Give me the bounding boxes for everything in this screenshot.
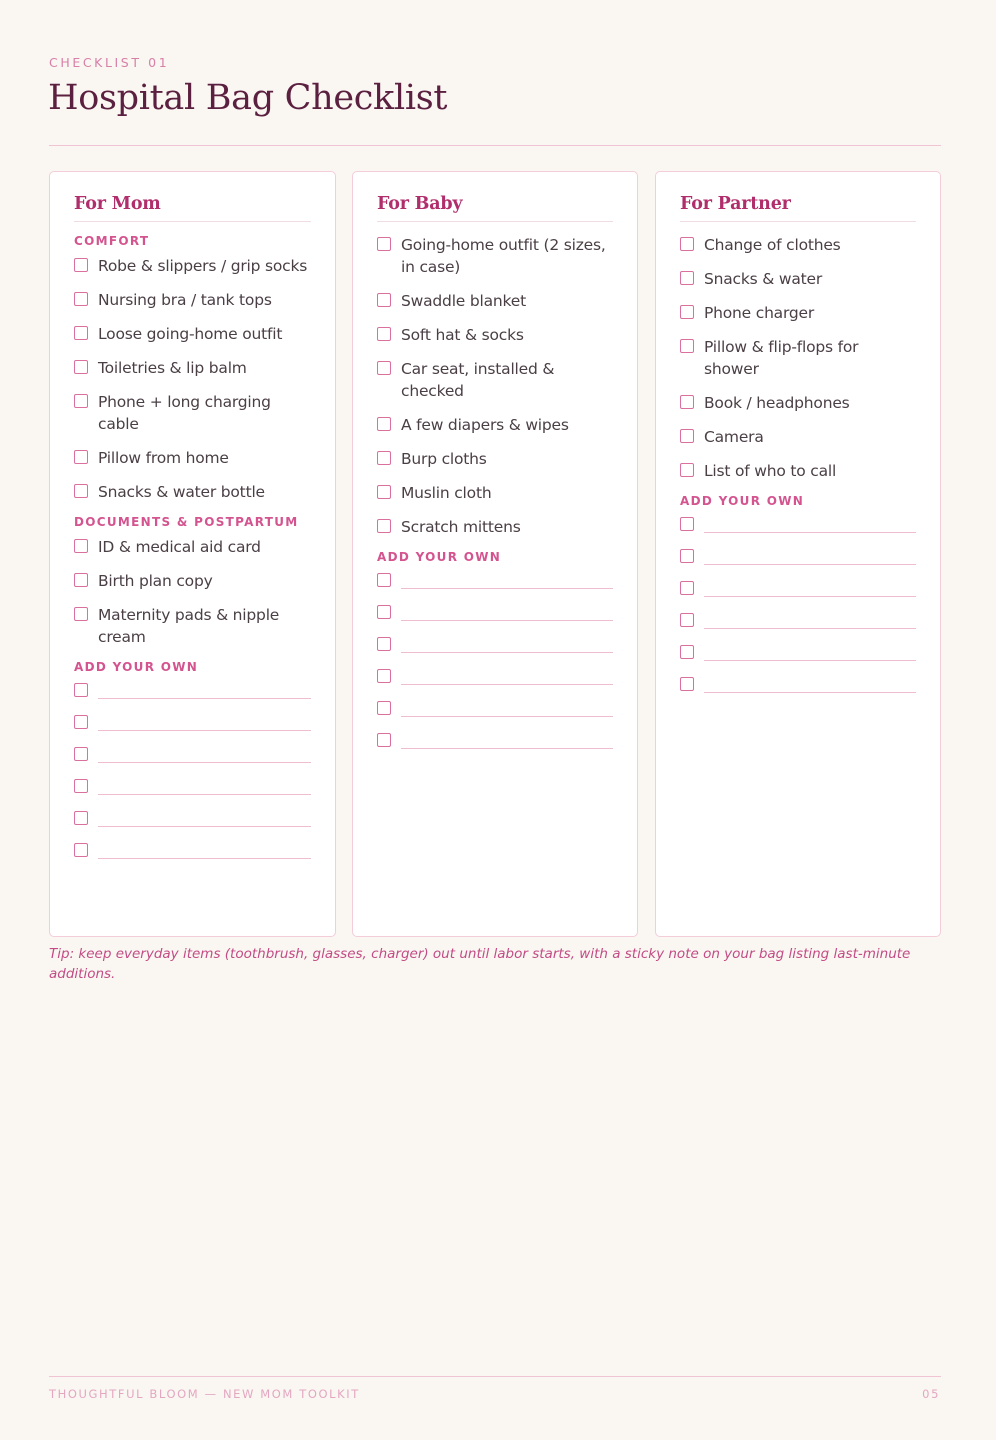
checkbox[interactable]	[74, 484, 88, 498]
checklist-item	[680, 392, 916, 414]
write-in-line[interactable]	[401, 603, 613, 621]
item-label: Pillow & flip-flops for shower	[704, 338, 859, 378]
add-your-own-label: ADD YOUR OWN	[377, 550, 502, 564]
checkbox[interactable]	[680, 549, 694, 563]
item-label: Car seat, installed & checked	[401, 360, 555, 400]
item-label: Snacks & water bottle	[98, 483, 265, 501]
item-label: Robe & slippers / grip socks	[98, 257, 308, 275]
column-title: For Baby	[377, 194, 613, 222]
write-in-line[interactable]	[98, 777, 311, 795]
checklist-item	[680, 426, 916, 448]
checklist-item	[377, 448, 613, 470]
checkbox[interactable]	[680, 613, 694, 627]
write-in-line[interactable]	[98, 681, 311, 699]
checklist-item	[377, 358, 613, 402]
header-divider	[49, 145, 941, 146]
checklist-item	[74, 481, 311, 503]
footer-brand: THOUGHTFUL BLOOM — NEW MOM TOOLKIT	[49, 1387, 360, 1401]
checklist-item	[680, 302, 916, 324]
checkbox[interactable]	[74, 450, 88, 464]
checkbox[interactable]	[74, 573, 88, 587]
footer-divider	[49, 1376, 941, 1377]
checkbox[interactable]	[680, 677, 694, 691]
checkbox[interactable]	[377, 417, 391, 431]
checkbox[interactable]	[74, 843, 88, 857]
checkbox[interactable]	[74, 811, 88, 825]
item-label: Camera	[704, 428, 764, 446]
checkbox[interactable]	[377, 485, 391, 499]
blank-entry-row	[74, 809, 311, 841]
checkbox[interactable]	[377, 451, 391, 465]
checkbox[interactable]	[680, 339, 694, 353]
write-in-line[interactable]	[401, 571, 613, 589]
item-label: A few diapers & wipes	[401, 416, 569, 434]
item-label: Soft hat & socks	[401, 326, 524, 344]
checkbox[interactable]	[74, 715, 88, 729]
blank-entry-row	[377, 731, 613, 763]
blank-entry-row	[377, 571, 613, 603]
blank-entry-row	[680, 579, 916, 611]
checkbox[interactable]	[377, 293, 391, 307]
add-your-own-label: ADD YOUR OWN	[680, 494, 805, 508]
checklist-item	[377, 290, 613, 312]
blank-entry-row	[74, 745, 311, 777]
blank-entry-row	[377, 635, 613, 667]
item-label: Book / headphones	[704, 394, 850, 412]
item-label: ID & medical aid card	[98, 538, 261, 556]
checklist-item	[74, 447, 311, 469]
blank-entry-row	[680, 611, 916, 643]
checkbox[interactable]	[74, 683, 88, 697]
write-in-line[interactable]	[704, 611, 916, 629]
checklist-item	[377, 516, 613, 538]
checklist-item	[680, 234, 916, 256]
checkbox[interactable]	[377, 573, 391, 587]
checklist-item	[680, 336, 916, 380]
write-in-line[interactable]	[98, 841, 311, 859]
page-number: 05	[922, 1387, 940, 1401]
checkbox[interactable]	[377, 605, 391, 619]
item-label: Snacks & water	[704, 270, 823, 288]
item-label: Pillow from home	[98, 449, 229, 467]
checklist-item	[74, 570, 311, 592]
checkbox[interactable]	[680, 429, 694, 443]
checkbox[interactable]	[74, 394, 88, 408]
item-label: Nursing bra / tank tops	[98, 291, 272, 309]
tip-note: Tip: keep everyday items (toothbrush, glasses, charger) out until labor starts, with a sticky note on your bag listing last-minute additions.	[49, 946, 911, 982]
blank-entry-row	[680, 675, 916, 707]
checkbox[interactable]	[377, 733, 391, 747]
blank-entry-row	[377, 667, 613, 699]
write-in-line[interactable]	[704, 515, 916, 533]
checkbox[interactable]	[74, 326, 88, 340]
write-in-line[interactable]	[704, 643, 916, 661]
checklist-item	[74, 289, 311, 311]
checklist-item	[680, 460, 916, 482]
write-in-line[interactable]	[98, 809, 311, 827]
blank-entry-row	[680, 643, 916, 675]
checklist-item	[377, 482, 613, 504]
item-label: Phone charger	[704, 304, 815, 322]
item-label: Phone + long charging cable	[98, 393, 271, 433]
checkbox[interactable]	[74, 292, 88, 306]
checklist-item	[74, 323, 311, 345]
item-label: Burp cloths	[401, 450, 487, 468]
column-for-baby	[352, 171, 638, 937]
checklist-item	[377, 414, 613, 436]
checkbox[interactable]	[680, 581, 694, 595]
item-label: Swaddle blanket	[401, 292, 526, 310]
checkbox[interactable]	[377, 361, 391, 375]
column-title: For Partner	[680, 194, 916, 222]
item-label: Loose going-home outfit	[98, 325, 283, 343]
item-label: Toiletries & lip balm	[98, 359, 247, 377]
checklist-item	[74, 357, 311, 379]
checkbox[interactable]	[377, 237, 391, 251]
write-in-line[interactable]	[401, 635, 613, 653]
checkbox[interactable]	[680, 517, 694, 531]
checkbox[interactable]	[680, 305, 694, 319]
checklist-eyebrow: CHECKLIST 01	[49, 55, 170, 70]
write-in-line[interactable]	[401, 731, 613, 749]
checkbox[interactable]	[74, 747, 88, 761]
write-in-line[interactable]	[401, 667, 613, 685]
blank-entry-row	[377, 603, 613, 635]
item-label: Muslin cloth	[401, 484, 492, 502]
page-title: Hospital Bag Checklist	[48, 78, 448, 118]
item-label: Going-home outfit (2 sizes, in case)	[401, 236, 606, 276]
checklist-item	[74, 391, 311, 435]
checklist-item	[377, 234, 613, 278]
checkbox[interactable]	[680, 237, 694, 251]
checkbox[interactable]	[680, 645, 694, 659]
write-in-line[interactable]	[98, 745, 311, 763]
checkbox[interactable]	[680, 271, 694, 285]
checkbox[interactable]	[680, 463, 694, 477]
write-in-line[interactable]	[401, 699, 613, 717]
checklist-item	[74, 536, 311, 558]
checkbox[interactable]	[680, 395, 694, 409]
checklist-item	[74, 255, 311, 277]
write-in-line[interactable]	[704, 675, 916, 693]
blank-entry-row	[74, 681, 311, 713]
item-label: List of who to call	[704, 462, 837, 480]
checklist-item	[377, 324, 613, 346]
checkbox[interactable]	[74, 360, 88, 374]
checkbox[interactable]	[74, 607, 88, 621]
column-for-partner	[655, 171, 941, 937]
column-for-mom	[49, 171, 336, 937]
item-label: Scratch mittens	[401, 518, 521, 536]
blank-entry-row	[680, 547, 916, 579]
checklist-item	[680, 268, 916, 290]
item-label: Birth plan copy	[98, 572, 213, 590]
blank-entry-row	[74, 777, 311, 809]
checkbox[interactable]	[377, 701, 391, 715]
blank-entry-row	[680, 515, 916, 547]
section-label: DOCUMENTS & POSTPARTUM	[74, 515, 299, 529]
checkbox[interactable]	[377, 327, 391, 341]
checkbox[interactable]	[377, 637, 391, 651]
write-in-line[interactable]	[704, 547, 916, 565]
write-in-line[interactable]	[704, 579, 916, 597]
checklist-item	[74, 604, 311, 648]
checkbox[interactable]	[377, 669, 391, 683]
checkbox[interactable]	[377, 519, 391, 533]
column-title: For Mom	[74, 194, 311, 222]
write-in-line[interactable]	[98, 713, 311, 731]
blank-entry-row	[377, 699, 613, 731]
item-label: Change of clothes	[704, 236, 841, 254]
blank-entry-row	[74, 713, 311, 745]
section-label: COMFORT	[74, 234, 150, 248]
blank-entry-row	[74, 841, 311, 873]
checkbox[interactable]	[74, 779, 88, 793]
add-your-own-label: ADD YOUR OWN	[74, 660, 199, 674]
checkbox[interactable]	[74, 539, 88, 553]
checkbox[interactable]	[74, 258, 88, 272]
item-label: Maternity pads & nipple cream	[98, 606, 280, 646]
